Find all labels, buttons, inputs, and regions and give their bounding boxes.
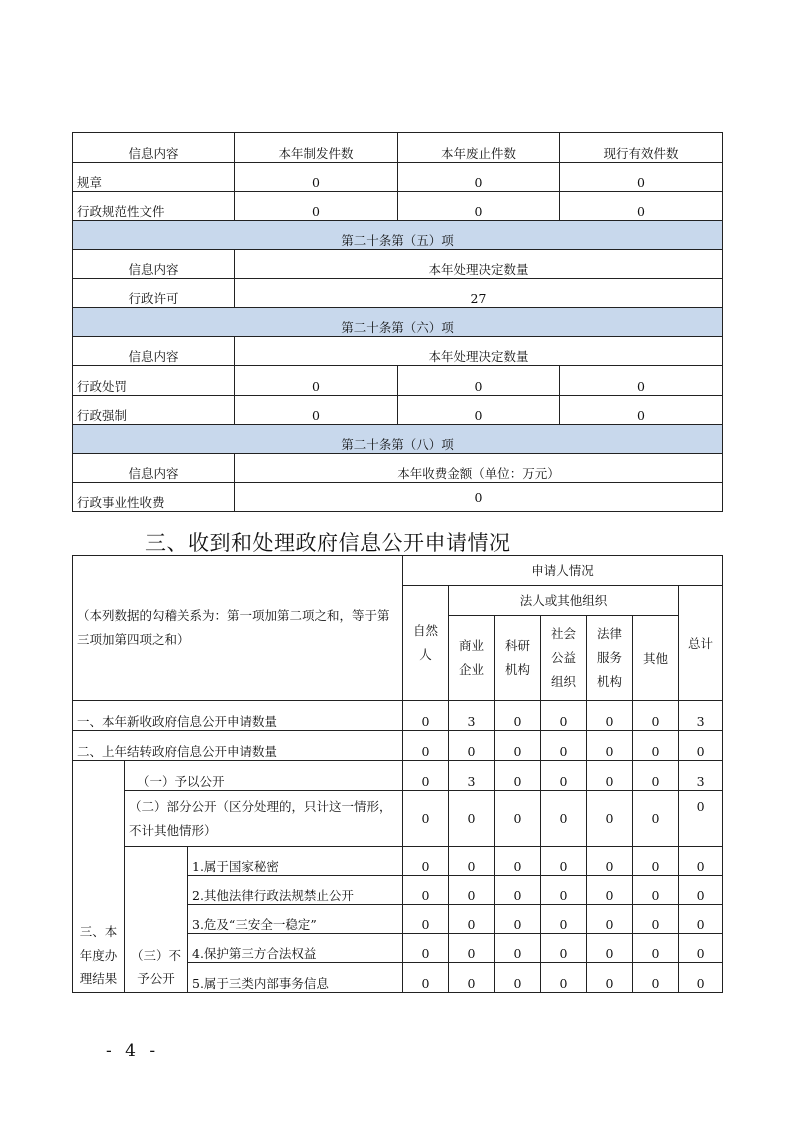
section-band <box>73 221 723 250</box>
cell-value: 3 <box>449 761 495 791</box>
legal-entity-header: 法人或其他组织 <box>449 586 679 616</box>
table-row <box>73 731 723 761</box>
table-row <box>73 701 723 731</box>
cell-value: 0 <box>235 396 398 425</box>
cell-value: 0 <box>541 847 587 876</box>
cell-value: 0 <box>403 934 449 963</box>
cell-value: 0 <box>679 876 723 905</box>
cell-value: 0 <box>495 761 541 791</box>
table-row <box>73 163 723 192</box>
header-decision-count: 本年处理决定数量 <box>235 337 723 366</box>
cell-value: 0 <box>495 791 541 847</box>
cell-value: 0 <box>587 905 633 934</box>
cell-value: 3 <box>449 701 495 731</box>
cell-value: 0 <box>541 876 587 905</box>
section-band <box>73 425 723 454</box>
result-label: 三、本 年度办 理结果 <box>73 761 125 993</box>
section-header-row <box>73 454 723 483</box>
header-fee-amount: 本年收费金额（单位：万元） <box>235 454 723 483</box>
header-info-content: 信息内容 <box>73 337 235 366</box>
cell-value: 0 <box>633 731 679 761</box>
table-row <box>73 791 723 847</box>
row-label: 2.其他法律行政法规禁止公开 <box>188 876 403 905</box>
cell-value: 0 <box>587 876 633 905</box>
row-label: 4.保护第三方合法权益 <box>188 934 403 963</box>
cell-value: 0 <box>449 791 495 847</box>
cell-value: 0 <box>587 847 633 876</box>
header-info-content: 信息内容 <box>73 133 235 163</box>
cell-value: 0 <box>633 701 679 731</box>
cell-value: 0 <box>449 934 495 963</box>
table1-header-row <box>73 133 723 163</box>
info-production-table <box>72 132 723 512</box>
cell-value: 0 <box>587 963 633 993</box>
cell-value: 0 <box>587 761 633 791</box>
header-abolished-count: 本年废止件数 <box>398 133 560 163</box>
col-research: 科研 机构 <box>495 616 541 701</box>
cell-value: 0 <box>403 876 449 905</box>
col-natural-person: 自然 人 <box>403 586 449 701</box>
cell-value: 27 <box>235 279 723 308</box>
section-header-row <box>73 250 723 279</box>
row-label: 行政强制 <box>73 396 235 425</box>
row-label: 行政处罚 <box>73 366 235 396</box>
cell-value: 0 <box>449 876 495 905</box>
section-heading: 三、收到和处理政府信息公开申请情况 <box>145 531 511 555</box>
cell-value: 0 <box>398 366 560 396</box>
col-legal-service: 法律 服务 机构 <box>587 616 633 701</box>
row-label: 3.危及“三安全一稳定” <box>188 905 403 934</box>
table-row <box>73 366 723 396</box>
cell-value: 0 <box>495 934 541 963</box>
header-row <box>73 556 723 586</box>
cell-value: 0 <box>587 701 633 731</box>
cell-value: 0 <box>679 791 723 847</box>
cell-value: 0 <box>541 934 587 963</box>
section-title: 第二十条第（六）项 <box>73 308 723 337</box>
cell-value: 0 <box>495 701 541 731</box>
cell-value: 0 <box>403 905 449 934</box>
cell-value: 0 <box>679 905 723 934</box>
page-number: - 4 - <box>106 1041 160 1061</box>
header-info-content: 信息内容 <box>73 250 235 279</box>
cell-value: 0 <box>235 163 398 192</box>
cell-value: 0 <box>398 396 560 425</box>
application-stats-table <box>72 555 723 993</box>
row-label: 5.属于三类内部事务信息 <box>188 963 403 993</box>
cell-value: 0 <box>560 163 723 192</box>
row-label: 行政许可 <box>73 279 235 308</box>
header-info-content: 信息内容 <box>73 454 235 483</box>
cell-value: 0 <box>541 761 587 791</box>
cell-value: 0 <box>449 847 495 876</box>
cell-value: 0 <box>403 701 449 731</box>
cell-value: 0 <box>495 963 541 993</box>
cell-value: 0 <box>398 163 560 192</box>
cell-value: 0 <box>633 905 679 934</box>
cell-value: 0 <box>235 192 398 221</box>
section-title: 第二十条第（五）项 <box>73 221 723 250</box>
section-header-row <box>73 337 723 366</box>
cell-value: 0 <box>560 396 723 425</box>
cell-value: 0 <box>633 934 679 963</box>
row-label: 二、上年结转政府信息公开申请数量 <box>73 731 403 761</box>
row-label: 行政规范性文件 <box>73 192 235 221</box>
cell-value: 3 <box>679 761 723 791</box>
cell-value: 0 <box>449 905 495 934</box>
relation-note: （本列数据的勾稽关系为：第一项加第二项之和，等于第三项加第四项之和） <box>73 556 403 701</box>
cell-value: 0 <box>633 791 679 847</box>
cell-value: 0 <box>495 731 541 761</box>
cell-value: 0 <box>403 963 449 993</box>
cell-value: 0 <box>403 761 449 791</box>
table-row <box>73 483 723 512</box>
cell-value: 0 <box>541 731 587 761</box>
header-valid-count: 现行有效件数 <box>560 133 723 163</box>
row-label: 一、本年新收政府信息公开申请数量 <box>73 701 403 731</box>
col-social-welfare: 社会 公益 组织 <box>541 616 587 701</box>
col-other: 其他 <box>633 616 679 701</box>
cell-value: 0 <box>560 366 723 396</box>
cell-value: 0 <box>679 934 723 963</box>
cell-value: 0 <box>587 934 633 963</box>
cell-value: 0 <box>449 963 495 993</box>
section-title: 第二十条第（八）项 <box>73 425 723 454</box>
row-label: 行政事业性收费 <box>73 483 235 512</box>
cell-value: 0 <box>587 731 633 761</box>
cell-value: 0 <box>633 847 679 876</box>
table-row <box>73 847 723 876</box>
section-band <box>73 308 723 337</box>
cell-value: 0 <box>403 791 449 847</box>
cell-value: 0 <box>587 791 633 847</box>
cell-value: 0 <box>403 731 449 761</box>
cell-value: 0 <box>633 761 679 791</box>
applicant-header: 申请人情况 <box>403 556 723 586</box>
cell-value: 0 <box>560 192 723 221</box>
col-total: 总计 <box>679 586 723 701</box>
cell-value: 0 <box>495 905 541 934</box>
cell-value: 0 <box>633 963 679 993</box>
cell-value: 0 <box>541 905 587 934</box>
not-open-label: （三）不 予公开 <box>125 847 188 993</box>
col-business: 商业 企业 <box>449 616 495 701</box>
row-label: （一）予以公开 <box>125 761 403 791</box>
cell-value: 0 <box>541 701 587 731</box>
row-label: 规章 <box>73 163 235 192</box>
cell-value: 0 <box>403 847 449 876</box>
cell-value: 0 <box>541 963 587 993</box>
cell-value: 0 <box>679 963 723 993</box>
cell-value: 0 <box>235 366 398 396</box>
table-row <box>73 279 723 308</box>
cell-value: 0 <box>495 876 541 905</box>
table-row <box>73 192 723 221</box>
table-row <box>73 761 723 791</box>
cell-value: 0 <box>679 847 723 876</box>
row-label: 1.属于国家秘密 <box>188 847 403 876</box>
cell-value: 0 <box>449 731 495 761</box>
cell-value: 0 <box>541 791 587 847</box>
header-issued-count: 本年制发件数 <box>235 133 398 163</box>
cell-value: 3 <box>679 701 723 731</box>
cell-value: 0 <box>495 847 541 876</box>
header-decision-count: 本年处理决定数量 <box>235 250 723 279</box>
cell-value: 0 <box>679 731 723 761</box>
cell-value: 0 <box>633 876 679 905</box>
table-row <box>73 396 723 425</box>
row-label: （二）部分公开（区分处理的，只计这一情形，不计其他情形） <box>125 791 403 847</box>
cell-value: 0 <box>235 483 723 512</box>
cell-value: 0 <box>398 192 560 221</box>
